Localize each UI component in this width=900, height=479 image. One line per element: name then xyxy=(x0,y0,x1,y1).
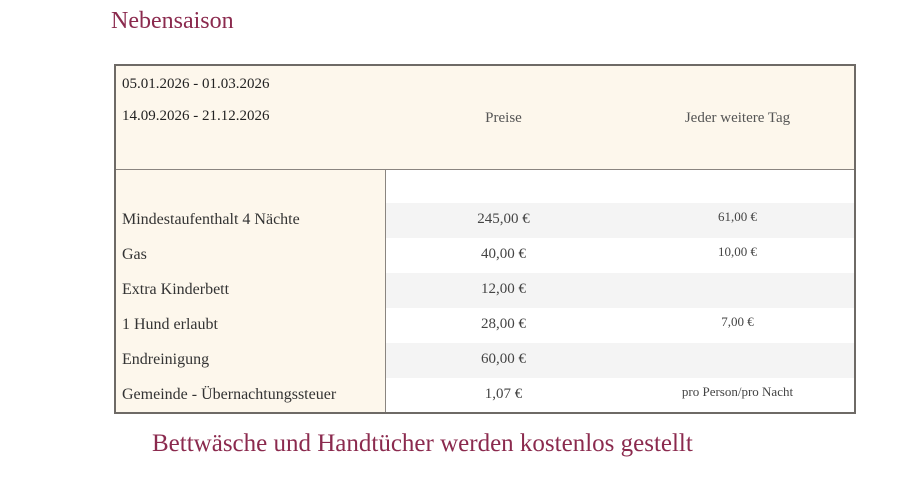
row-label: 1 Hund erlaubt xyxy=(122,316,218,333)
table-row xyxy=(116,238,854,273)
row-label: Mindestaufenthalt 4 Nächte xyxy=(122,211,300,228)
period-2: 14.09.2026 - 21.12.2026 xyxy=(122,108,270,124)
footer-note: Bettwäsche und Handtücher werden kostenlos gestellt xyxy=(152,430,693,457)
row-price: 40,00 € xyxy=(481,246,526,262)
row-price: 28,00 € xyxy=(481,316,526,332)
period-1: 05.01.2026 - 01.03.2026 xyxy=(122,76,270,92)
table-row xyxy=(116,308,854,343)
table-row xyxy=(116,203,854,238)
row-price: 60,00 € xyxy=(481,351,526,367)
row-extra: 7,00 € xyxy=(721,314,754,329)
row-label: Gemeinde - Übernachtungssteuer xyxy=(122,386,337,403)
row-extra: 10,00 € xyxy=(718,244,757,259)
price-table xyxy=(114,64,856,414)
table-row xyxy=(116,343,854,378)
row-label: Gas xyxy=(122,246,147,263)
table-header xyxy=(116,66,854,170)
table-row xyxy=(116,378,854,413)
row-label: Endreinigung xyxy=(122,351,210,368)
row-extra: pro Person/pro Nacht xyxy=(681,384,794,399)
row-extra: 61,00 € xyxy=(718,209,757,224)
row-price: 245,00 € xyxy=(477,211,530,227)
row-label: Extra Kinderbett xyxy=(122,281,230,298)
page-title: Nebensaison xyxy=(111,8,234,34)
column-header-preise: Preise xyxy=(485,110,522,126)
row-price: 12,00 € xyxy=(481,281,526,297)
column-header-tag: Jeder weitere Tag xyxy=(684,110,791,126)
row-price: 1,07 € xyxy=(484,386,523,402)
table-row xyxy=(116,273,854,308)
